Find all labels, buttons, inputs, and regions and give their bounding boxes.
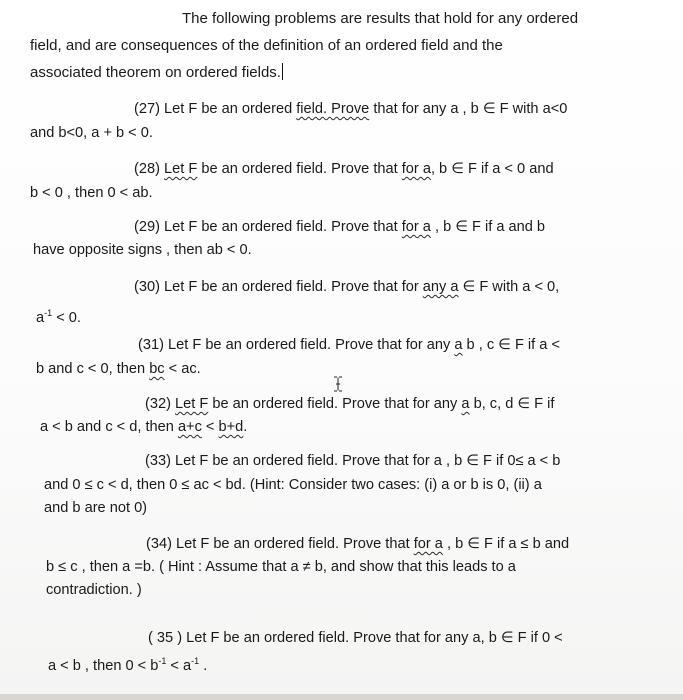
problem-30-line-1 — [134, 278, 559, 296]
problem-34-line-1 — [146, 535, 569, 553]
problem-34-line-2: b ≤ c , then a =b. ( Hint : Assume that a ≠ b, and show that this leads to a — [46, 559, 516, 575]
text-cursor — [282, 63, 284, 80]
text-span: . — [243, 419, 248, 435]
text-span: < a — [166, 657, 192, 674]
text-span: be an ordered field. Prove that for any — [208, 396, 462, 412]
superscript: -1 — [158, 656, 167, 666]
text-span: be an ordered field. Prove that — [197, 161, 402, 177]
spellcheck-underline: for a — [413, 536, 443, 552]
spellcheck-underline: a — [461, 396, 470, 412]
intro-line-3-text: associated theorem on ordered fields. — [30, 64, 281, 81]
superscript: -1 — [191, 656, 200, 666]
text-span: < ac. — [164, 361, 201, 377]
spellcheck-underline: a — [454, 337, 463, 353]
problem-32-line-2 — [40, 418, 247, 436]
text-span: (30) Let F be an ordered field. Prove that for — [134, 279, 423, 295]
text-span: < — [201, 419, 219, 435]
text-span: a < b , then 0 < b — [48, 657, 159, 674]
spellcheck-underline: for a — [401, 161, 431, 177]
photo-edge-shadow — [0, 694, 683, 700]
problem-27-line-1 — [134, 100, 567, 118]
problem-33-line-3: and b are not 0) — [44, 500, 148, 516]
spellcheck-underline: Let F — [175, 396, 209, 412]
spellcheck-underline: bc — [149, 361, 165, 377]
problem-31-line-1 — [138, 336, 560, 354]
text-span: b, c, d ∈ F if — [469, 396, 555, 412]
spellcheck-underline: a+c — [177, 419, 202, 435]
text-span: (32) — [145, 396, 176, 412]
problem-28-line-1 — [134, 160, 554, 178]
text-span: b , c ∈ F if a < — [462, 337, 560, 353]
text-span: ∈ F with a < 0, — [458, 279, 560, 295]
problem-29-line-2: have opposite signs , then ab < 0. — [33, 242, 252, 258]
text-span: a < b and c < d, then — [40, 419, 178, 435]
spellcheck-underline: b+d — [218, 419, 244, 435]
problem-28-line-2: b < 0 , then 0 < ab. — [30, 185, 153, 201]
intro-line-1: The following problems are results that hold for any ordered — [182, 10, 579, 27]
text-span: (27) Let F be an ordered — [134, 101, 297, 117]
spellcheck-underline: field. Prove — [296, 101, 370, 117]
text-span: < 0. — [52, 309, 81, 326]
ibeam-cursor-icon — [333, 376, 343, 392]
text-span: (28) — [134, 161, 165, 177]
text-span: a — [36, 309, 45, 326]
text-span: (29) Let F be an ordered field. Prove that — [134, 219, 402, 235]
text-span: (31) Let F be an ordered field. Prove that for any — [138, 337, 455, 353]
text-span: , b ∈ F if a and b — [430, 219, 546, 235]
text-span: b and c < 0, then — [36, 361, 150, 377]
spellcheck-underline: any a — [422, 279, 459, 295]
problem-30-line-2 — [36, 304, 81, 327]
problem-29-line-1 — [134, 218, 545, 236]
problem-27-line-2: and b<0, a + b < 0. — [30, 125, 153, 141]
text-span: , b ∈ F if a ≤ b and — [442, 536, 570, 552]
intro-line-3 — [30, 63, 283, 82]
spellcheck-underline: for a — [401, 219, 431, 235]
text-span: (34) Let F be an ordered field. Prove that — [146, 536, 414, 552]
superscript: -1 — [44, 308, 53, 318]
problem-35-line-1: ( 35 ) Let F be an ordered field. Prove that for any a, b ∈ F if 0 < — [148, 630, 563, 646]
text-span: that for any a , b ∈ F with a<0 — [369, 101, 568, 117]
text-span: , b ∈ F if a < 0 and — [430, 161, 554, 177]
spellcheck-underline: Let F — [164, 161, 198, 177]
problem-31-line-2 — [36, 360, 201, 378]
problem-35-line-2 — [48, 652, 207, 675]
problem-33-line-1: (33) Let F be an ordered field. Prove that for a , b ∈ F if 0≤ a < b — [145, 453, 561, 469]
problem-34-line-3: contradiction. ) — [46, 582, 142, 598]
problem-32-line-1 — [145, 395, 554, 413]
text-span: . — [199, 657, 208, 674]
intro-line-2: field, and are consequences of the definition of an ordered field and the — [30, 37, 503, 54]
problem-33-line-2: and 0 ≤ c < d, then 0 ≤ ac < bd. (Hint: Consider two cases: (i) a or b is 0, (ii) a — [44, 477, 542, 493]
